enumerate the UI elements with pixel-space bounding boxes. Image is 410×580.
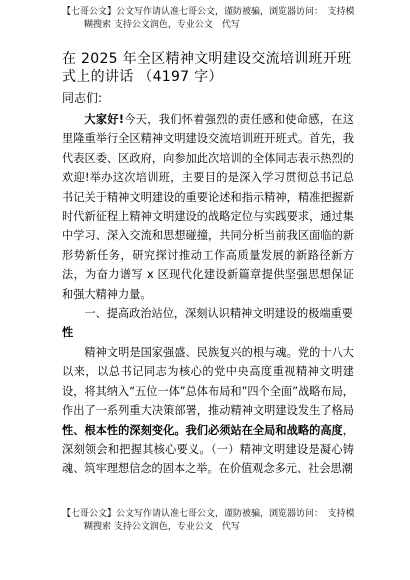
greeting: 大家好! xyxy=(84,113,124,126)
paragraph-text: 精神文明是国家强盛、民族复兴的根与魂。党的十八大以来，以总书记同志为核心的党中央高度重视精神文明建设，将其纳入“五位一体”总体布局和”四个全面”战略布局，作出了一系列重大决策部署，推动精神文明建设发生了格局 xyxy=(62,345,354,418)
heading-text-end: 性 xyxy=(62,326,74,340)
section-heading xyxy=(62,304,354,343)
document-body xyxy=(62,50,354,479)
title-text: 在 2025 年全区精神文明建设交流培训班开班式上的讲话 xyxy=(62,51,352,85)
watermark-notice-top xyxy=(62,6,362,32)
paragraph-text: 今天，我们怀着强烈的责任感和使命感，在这里隆重举行全区精神文明建设交流培训班开班式。首先，我代表区委、区政府，向参加此次培训的全体同志表示热烈的欢迎!举办这次培训班，主要目的是深入学习贯彻总书记总书记关于精神文明建设的重要论述和指示精神，精准把握新时代新征程上精神文明建设的战略定位与实践要求，通过集中学习、深入交流和思想碰撞，共同分析当前我区面临的新形势新任务，研究探讨推动工作高质量发展的新路径新方法，为奋力谱写 x 区现代化建设新篇章提供坚强思想保证和强大精神力量。 xyxy=(62,113,354,301)
watermark-notice-bottom xyxy=(62,508,362,534)
notice-line: 糊搜索 支持公文润色，专业公文 代写 xyxy=(84,522,240,532)
paragraph-section-1 xyxy=(62,343,354,479)
paragraph-text: ，深刻领会和把握其核心要义。（一）精神文明建设是凝心铸魂、筑牢理想信念的固本之举。在价值观念多元、社会思潮 xyxy=(62,423,354,476)
emphasis-text: 性、根本性的深刻变化。我们必须站在全局和战略的高度 xyxy=(62,423,343,437)
notice-line: 【七哥公文】公文写作请认准七哥公文，谨防被骗，浏览器访问： 支持模 xyxy=(62,509,355,519)
word-count: （4197 字） xyxy=(138,69,223,85)
notice-line: 【七哥公文】公文写作请认准七哥公文，谨防被骗，浏览器访问： 支持模 xyxy=(62,7,355,17)
document-title xyxy=(62,50,354,86)
paragraph-intro xyxy=(62,110,354,304)
salutation: 同志们: xyxy=(62,91,103,105)
notice-line: 糊搜索 支持公文润色，专业公文 代写 xyxy=(84,20,240,30)
heading-text: 一、提高政治站位，深刻认识精神文明建设的极端重要 xyxy=(84,307,353,321)
